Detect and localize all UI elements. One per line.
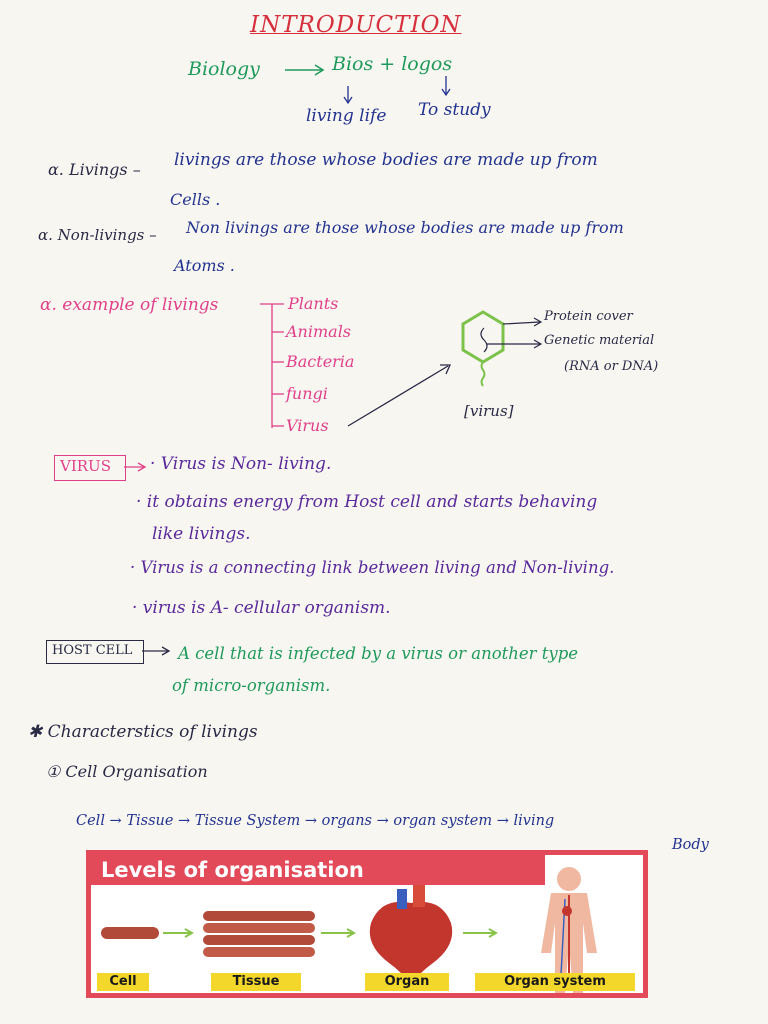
level-label-organ-system: Organ system — [475, 973, 635, 991]
level-label-cell: Cell — [97, 973, 149, 991]
def-livings-text: livings are those whose bodies are made up from — [174, 150, 598, 170]
virus-point: like livings. — [152, 524, 251, 544]
example-item: fungi — [286, 384, 328, 403]
levels-banner — [86, 850, 648, 998]
virus-label-rna-dna: (RNA or DNA) — [564, 359, 659, 374]
virus-label-genetic: Genetic material — [544, 333, 655, 348]
example-item: Bacteria — [286, 352, 355, 371]
biology-word: Biology — [188, 58, 260, 80]
bios-meaning: living life — [306, 106, 387, 126]
level-label-organ: Organ — [365, 973, 449, 991]
level-label-tissue: Tissue — [211, 973, 301, 991]
biology-parts: Bios + logos — [332, 53, 453, 75]
virus-point: · virus is A- cellular organism. — [132, 598, 391, 618]
def-livings-term: α. Livings – — [48, 160, 141, 179]
organisation-chain: Cell → Tissue → Tissue System → organs → organ system → living — [76, 813, 555, 829]
example-item: Virus — [286, 416, 329, 435]
characteristics-item1: ① Cell Organisation — [46, 762, 208, 781]
virus-label-protein: Protein cover — [544, 309, 633, 324]
virus-point: · it obtains energy from Host cell and starts behaving — [136, 492, 598, 512]
example-item: Plants — [288, 294, 339, 313]
example-item: Animals — [286, 322, 352, 341]
def-livings-cont: Cells . — [170, 190, 221, 209]
host-cell-line2: of micro-organism. — [172, 676, 331, 695]
page-title: INTRODUCTION — [250, 12, 462, 38]
host-cell-box-label: HOST CELL — [52, 643, 133, 658]
def-nonlivings-term: α. Non-livings – — [38, 226, 157, 244]
virus-box-label: VIRUS — [60, 457, 111, 475]
def-nonlivings-cont: Atoms . — [174, 256, 235, 275]
organisation-chain-end: Body — [672, 837, 709, 853]
levels-banner-title: Levels of organisation — [91, 855, 545, 885]
characteristics-heading: ✱ Characterstics of livings — [28, 722, 258, 742]
host-cell-line1: A cell that is infected by a virus or another type — [178, 644, 579, 663]
virus-caption: [virus] — [464, 402, 514, 420]
def-nonlivings-text: Non livings are those whose bodies are made up from — [186, 218, 624, 237]
examples-label: α. example of livings — [40, 295, 219, 315]
logos-meaning: To study — [418, 100, 491, 120]
virus-point: · Virus is Non- living. — [150, 454, 332, 474]
virus-point: · Virus is a connecting link between living and Non-living. — [130, 558, 615, 577]
